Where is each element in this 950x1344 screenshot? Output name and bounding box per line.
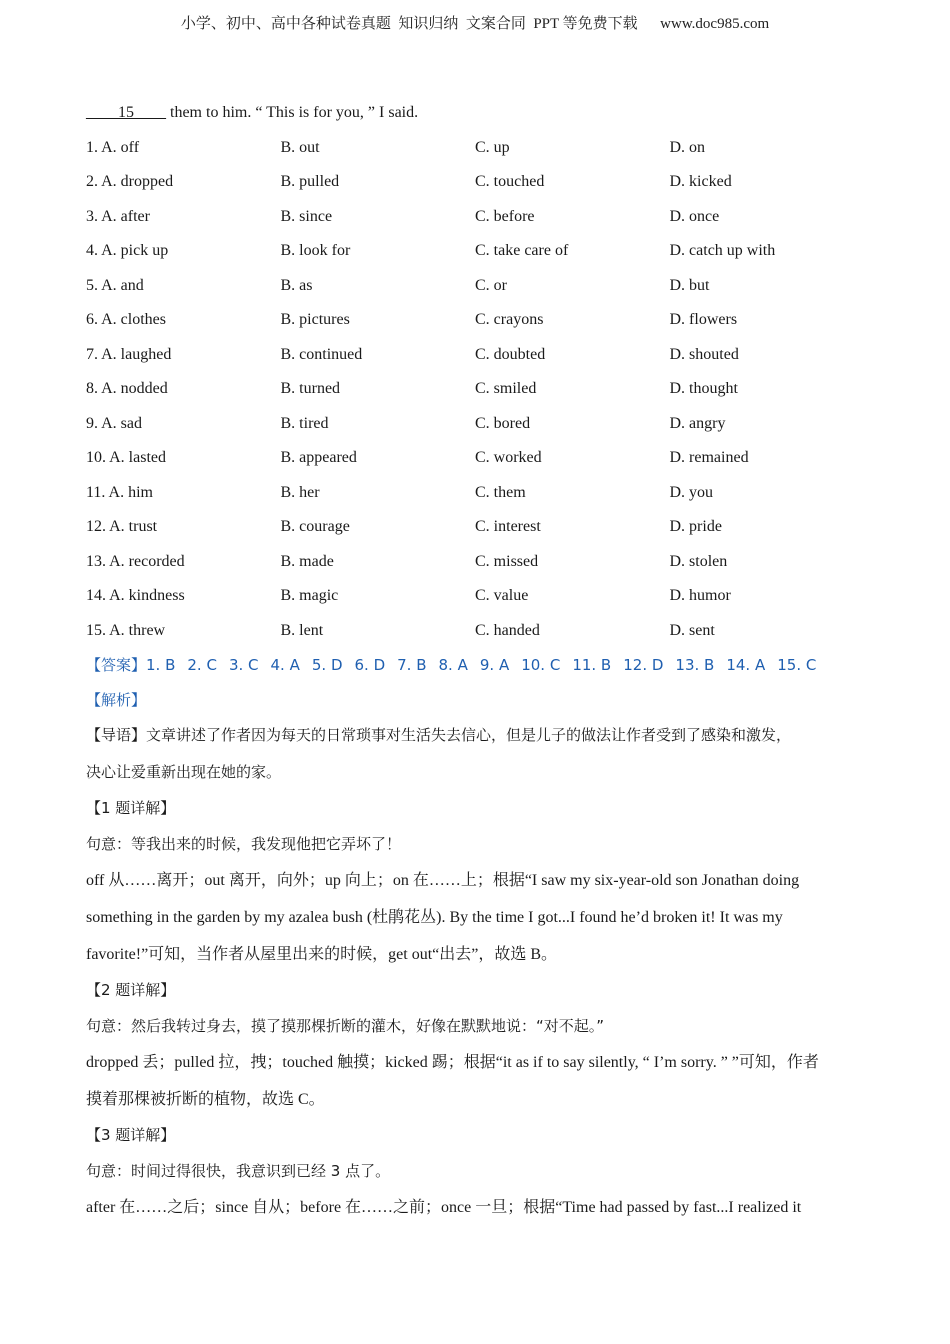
answer-item: 12. D — [623, 656, 664, 674]
option-b: B. her — [280, 483, 320, 501]
option-d: D. angry — [669, 414, 726, 432]
intro-text: them to him. “ This is for you, ” I said. — [166, 104, 419, 121]
document-body — [86, 96, 876, 1226]
option-c: C. take care of — [475, 242, 569, 259]
option-d: D. stolen — [669, 552, 728, 570]
answer-item: 13. B — [675, 656, 715, 674]
option-b: B. look for — [280, 242, 351, 259]
option-d: D. flowers — [669, 311, 738, 328]
option-a: 1. A. off — [86, 138, 140, 156]
option-b: B. made — [280, 552, 334, 570]
option-a: 15. A. threw — [86, 621, 166, 639]
question-row — [86, 131, 876, 166]
option-a: 9. A. sad — [86, 414, 142, 432]
question-row — [86, 338, 876, 373]
option-b: B. since — [280, 207, 333, 225]
option-a: 11. A. him — [86, 483, 153, 501]
question-row — [86, 165, 876, 200]
q1-line-1: off 从……离开；out 离开，向外；up 向上；on 在……上；根据“I saw my six-year-old son Jonathan doing — [86, 872, 800, 889]
question-row — [86, 579, 876, 614]
answer-item: 5. D — [311, 656, 343, 674]
answer-item: 6. D — [354, 656, 386, 674]
option-c: C. worked — [475, 449, 542, 466]
option-d: D. once — [669, 207, 720, 225]
q2-title: 【2 题详解】 — [86, 981, 176, 999]
option-b: B. out — [280, 138, 320, 156]
option-a: 3. A. after — [86, 207, 150, 225]
option-b: B. tired — [280, 414, 329, 432]
answer-item: 11. B — [572, 656, 612, 674]
q1-meaning: 句意：等我出来的时候，我发现他把它弄坏了！ — [86, 834, 402, 853]
option-c: C. interest — [475, 518, 541, 535]
answer-label: 【答案】 — [86, 656, 147, 674]
option-d: D. on — [669, 138, 706, 156]
answer-line — [86, 648, 876, 683]
option-d: D. humor — [669, 587, 731, 604]
question-row — [86, 200, 876, 235]
question-row — [86, 545, 876, 580]
q2-line-1: dropped 丢；pulled 拉，拽；touched 触摸；kicked 踢；根据“it as if to say silently, “ I’m sorry. ” ”可知，作者 — [86, 1054, 819, 1071]
intro-line — [86, 96, 876, 131]
q1-title: 【1 题详解】 — [86, 799, 176, 817]
option-c: C. missed — [475, 552, 539, 570]
option-d: D. remained — [669, 449, 749, 466]
option-d: D. pride — [669, 518, 722, 535]
option-a: 13. A. recorded — [86, 552, 185, 570]
question-row — [86, 234, 876, 269]
question-row — [86, 303, 876, 338]
question-row — [86, 614, 876, 649]
option-d: D. shouted — [669, 345, 739, 363]
q2-meaning: 句意：然后我转过身去，摸了摸那棵折断的灌木，好像在默默地说：“对不起。” — [86, 1016, 605, 1035]
question-row — [86, 269, 876, 304]
option-c: C. smiled — [475, 380, 537, 397]
option-a: 4. A. pick up — [86, 242, 169, 259]
option-c: C. or — [475, 276, 507, 294]
option-b: B. pictures — [280, 311, 350, 328]
q3-title: 【3 题详解】 — [86, 1126, 176, 1144]
guide-line-1: 【导语】文章讲述了作者因为每天的日常琐事对生活失去信心，但是儿子的做法让作者受到了感染和激发， — [86, 726, 792, 744]
option-d: D. kicked — [669, 173, 732, 190]
answer-item: 2. C — [187, 656, 217, 674]
question-list — [86, 131, 876, 649]
analysis-label: 【解析】 — [86, 690, 147, 709]
option-a: 8. A. nodded — [86, 380, 168, 397]
option-a: 2. A. dropped — [86, 173, 174, 190]
blank-15: ____15____ — [86, 104, 166, 121]
answer-item: 7. B — [397, 656, 427, 674]
option-a: 12. A. trust — [86, 518, 158, 535]
answer-item: 15. C — [777, 656, 817, 674]
option-b: B. continued — [280, 345, 363, 363]
guide-line-2: 决心让爱重新出现在她的家。 — [86, 763, 282, 781]
answer-item: 4. A — [270, 656, 300, 674]
q1-line-2: something in the garden by my azalea bush (杜鹃花丛). By the time I got...I found he’d broken it! It was my — [86, 909, 783, 926]
option-d: D. sent — [669, 621, 715, 639]
answer-item: 3. C — [228, 656, 259, 674]
q1-line-3: favorite!”可知，当作者从屋里出来的时候，get out“出去”，故选 B。 — [86, 946, 558, 963]
question-row — [86, 372, 876, 407]
page-header: 小学、初中、高中各种试卷真题 知识归纳 文案合同 PPT 等免费下载 www.doc985.com — [180, 16, 770, 32]
answer-item: 8. A — [438, 656, 468, 674]
answer-item: 10. C — [521, 656, 561, 674]
option-a: 6. A. clothes — [86, 311, 166, 328]
option-b: B. lent — [280, 621, 324, 639]
question-row — [86, 441, 876, 476]
option-a: 10. A. lasted — [86, 449, 166, 466]
q2-line-2: 摸着那棵被折断的植物，故选 C。 — [86, 1091, 325, 1108]
question-row — [86, 476, 876, 511]
option-c: C. doubted — [475, 345, 546, 363]
option-a: 5. A. and — [86, 276, 144, 294]
q3-meaning: 句意：时间过得很快，我意识到已经 3 点了。 — [86, 1161, 391, 1180]
option-b: B. magic — [280, 587, 339, 604]
option-d: D. catch up with — [669, 242, 776, 259]
option-c: C. crayons — [475, 311, 544, 328]
answer-item: 14. A — [726, 656, 766, 674]
option-d: D. you — [669, 483, 714, 501]
option-c: C. bored — [475, 414, 531, 432]
question-row — [86, 407, 876, 442]
option-b: B. as — [280, 276, 313, 294]
option-a: 7. A. laughed — [86, 345, 172, 363]
option-c: C. before — [475, 207, 535, 225]
option-a: 14. A. kindness — [86, 587, 185, 604]
option-b: B. appeared — [280, 449, 357, 466]
option-b: B. turned — [280, 380, 341, 397]
answer-items — [146, 656, 828, 674]
question-row — [86, 510, 876, 545]
answer-item: 9. A — [479, 656, 510, 674]
option-d: D. thought — [669, 380, 738, 397]
option-b: B. courage — [280, 518, 350, 535]
option-c: C. up — [475, 138, 510, 156]
option-d: D. but — [669, 276, 710, 294]
option-b: B. pulled — [280, 173, 340, 190]
option-c: C. handed — [475, 621, 540, 639]
option-c: C. touched — [475, 173, 545, 190]
answer-item: 1. B — [146, 656, 176, 674]
option-c: C. value — [475, 587, 529, 604]
option-c: C. them — [475, 483, 526, 501]
q3-line-1: after 在……之后；since 自从；before 在……之前；once 一旦；根据“Time had passed by fast...I realized it — [86, 1199, 802, 1216]
